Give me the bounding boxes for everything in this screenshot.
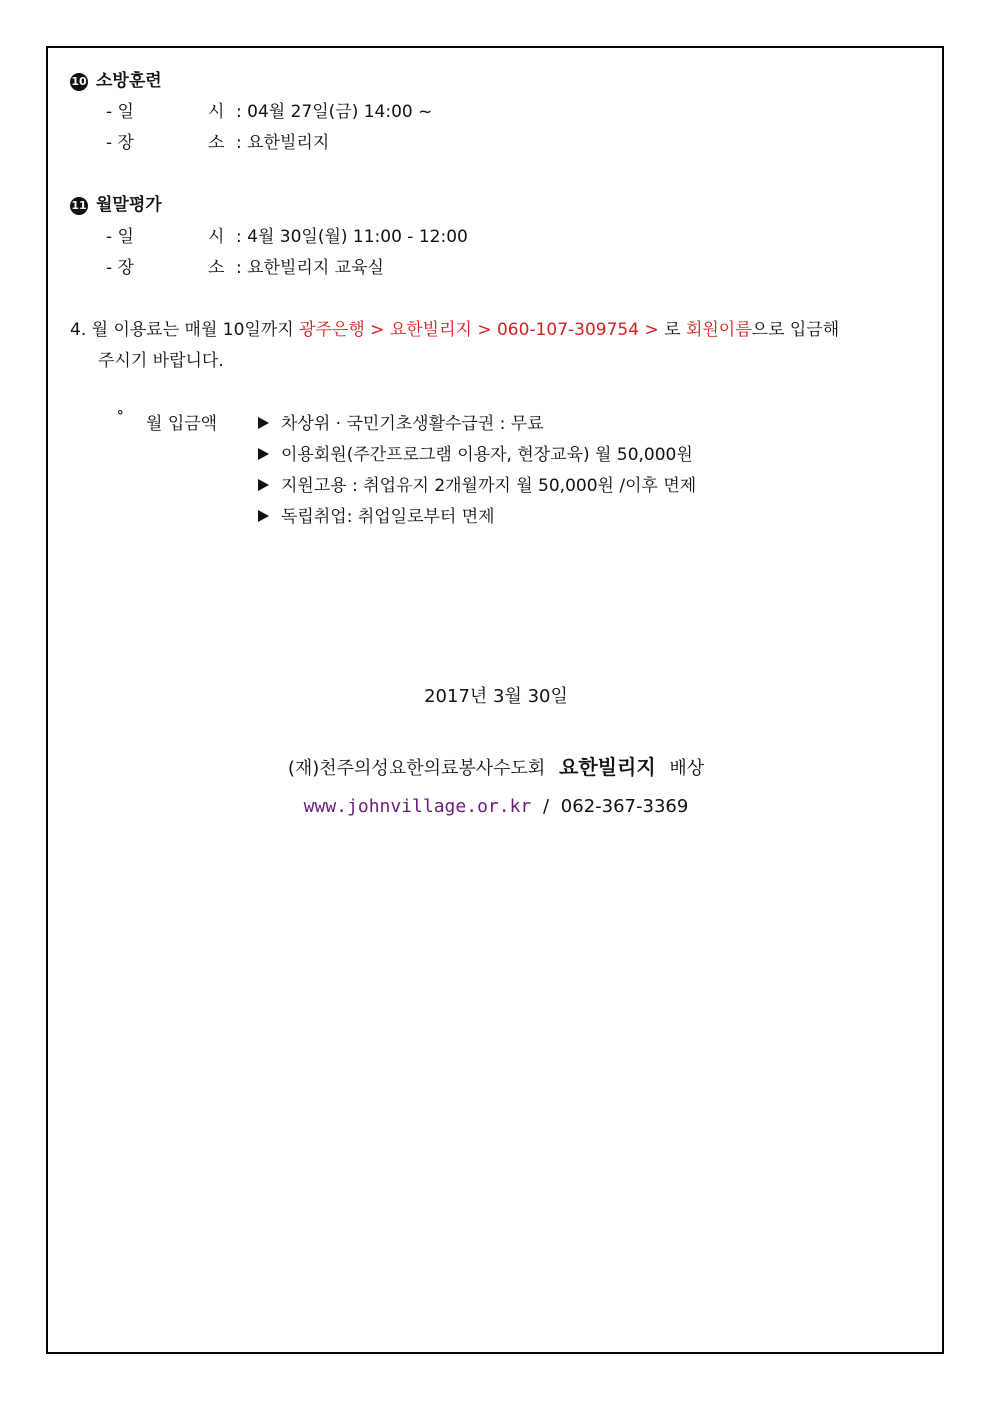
- section-11-date-label: - 일: [106, 227, 134, 247]
- document-date: 2017년 3월 30일: [424, 686, 568, 707]
- payment-middle: 로: [664, 320, 681, 340]
- signature-line: [0, 755, 992, 781]
- triangle-bullet-icon: [258, 479, 269, 491]
- circled-number-11: 11: [70, 197, 88, 215]
- payment-suffix: 으로 입금해: [751, 320, 840, 340]
- section-10-place-label: - 장: [106, 133, 134, 153]
- fee-item: 이용회원(주간프로그램 이용자, 현장교육) 월 50,000원: [258, 443, 693, 467]
- member-name-note: 회원이름: [685, 320, 752, 340]
- triangle-bullet-icon: [258, 417, 269, 429]
- section-11-place-label: - 장: [106, 258, 134, 278]
- fee-item: 지원고용 : 취업유지 2개월까지 월 50,000원 /이후 면제: [258, 474, 696, 498]
- organization-name: (재)천주의성요한의료봉사수도회: [287, 758, 546, 779]
- fee-bullet: ˚: [116, 410, 125, 430]
- section-10-date-value: : 04월 27일(금) 14:00 ~: [236, 102, 433, 122]
- bank-account-route: 광주은행 > 요한빌리지 > 060-107-309754 >: [299, 320, 659, 340]
- section-11-place-label-2: 소: [208, 258, 225, 278]
- section-11-title: 월말평가: [96, 195, 162, 215]
- payment-prefix: 4. 월 이용료는 매월 10일까지: [70, 320, 294, 340]
- website-link[interactable]: www.johnvillage.or.kr: [303, 796, 532, 817]
- section-11-place-value: : 요한빌리지 교육실: [236, 258, 384, 278]
- contact-separator: /: [542, 796, 550, 817]
- section-11-heading: [70, 193, 162, 217]
- payment-instruction-line2: 주시기 바랍니다.: [98, 351, 224, 371]
- fee-label: 월 입금액: [146, 414, 218, 434]
- section-11-date-label-2: 시: [208, 227, 225, 247]
- phone-number: 062-367-3369: [560, 796, 689, 817]
- circled-number-10: 10: [70, 73, 88, 91]
- section-11-date-value: : 4월 30일(월) 11:00 - 12:00: [236, 227, 468, 247]
- triangle-bullet-icon: [258, 510, 269, 522]
- contact-line: [0, 795, 992, 819]
- section-10-heading: [70, 69, 162, 93]
- section-10-date-label-2: 시: [208, 102, 225, 122]
- section-10-title: 소방훈련: [96, 71, 162, 91]
- section-10-place-label-2: 소: [208, 133, 225, 153]
- facility-name: 요한빌리지: [559, 755, 656, 779]
- fee-item: 차상위 · 국민기초생활수급권 : 무료: [258, 412, 544, 436]
- closing-word: 배상: [669, 758, 705, 779]
- section-10-place-value: : 요한빌리지: [236, 133, 330, 153]
- fee-item: 독립취업: 취업일로부터 면제: [258, 505, 495, 529]
- triangle-bullet-icon: [258, 448, 269, 460]
- payment-instruction-line1: [70, 318, 839, 342]
- section-10-date-label: - 일: [106, 102, 134, 122]
